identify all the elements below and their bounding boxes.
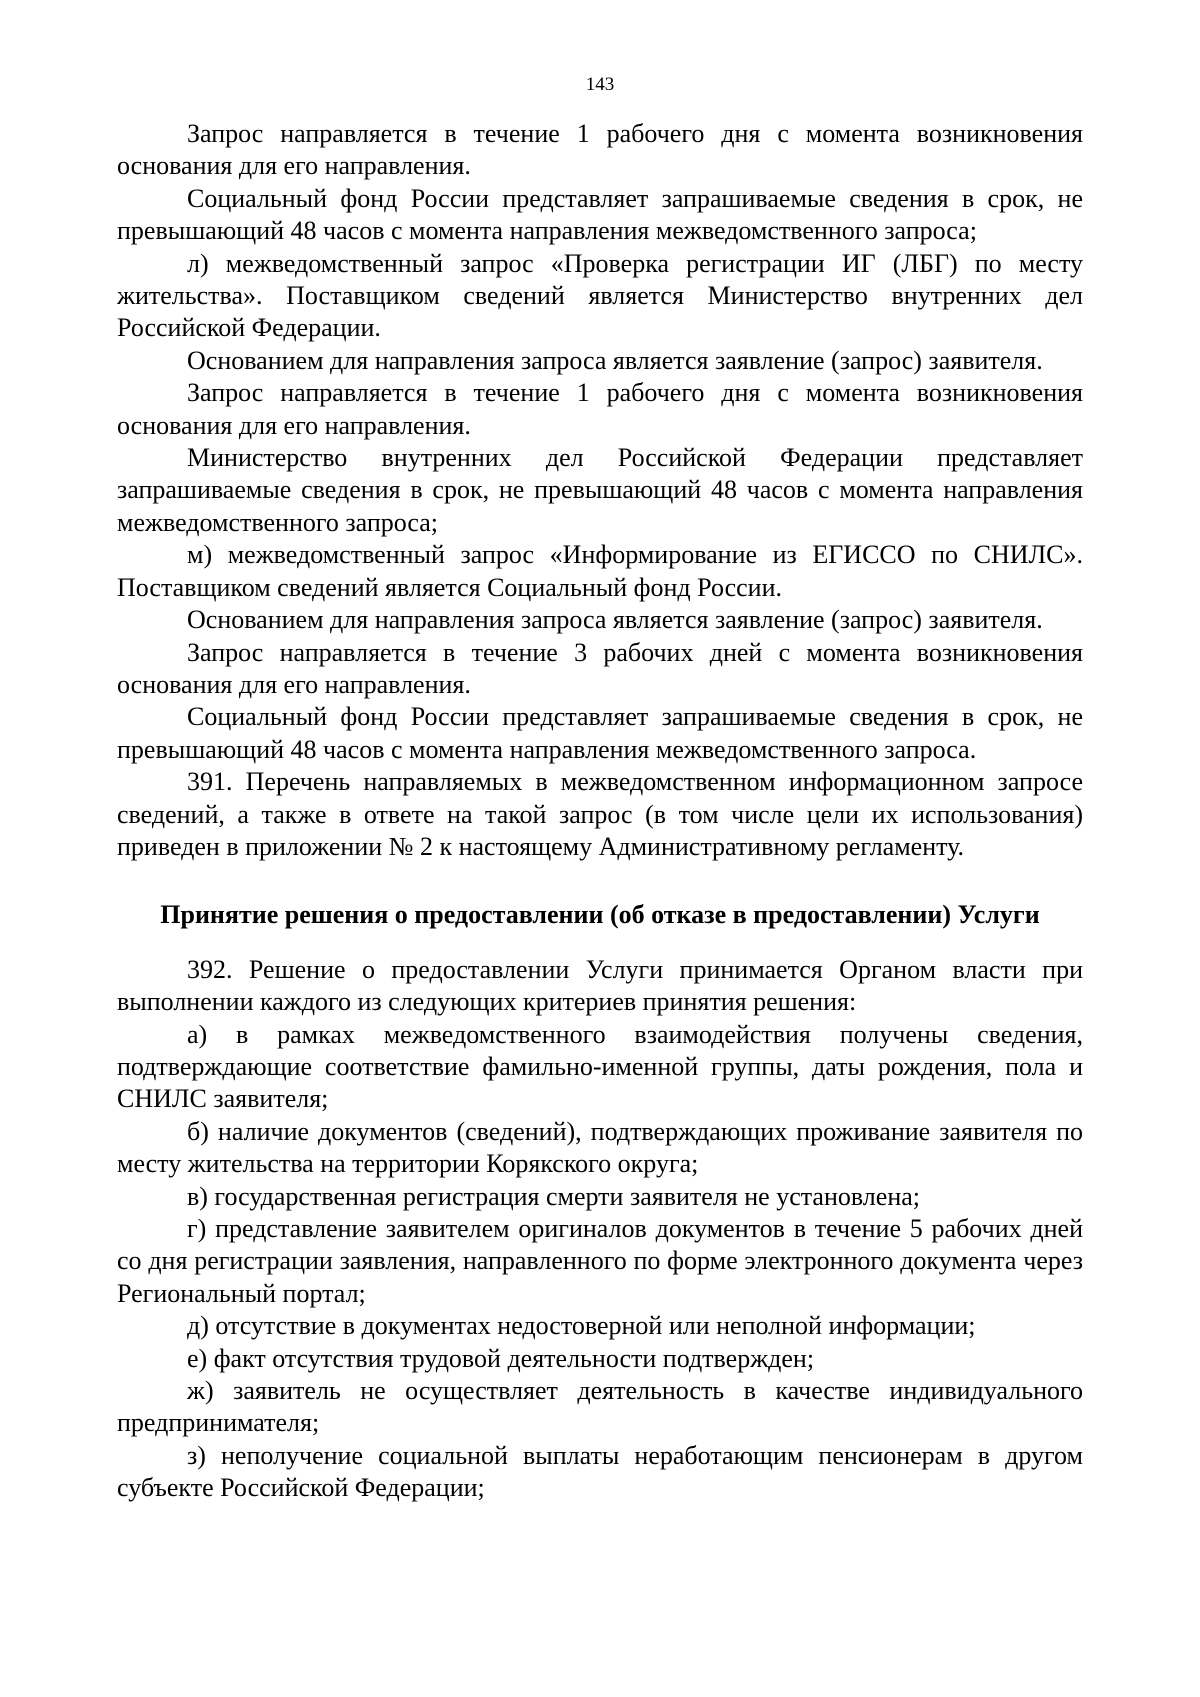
criterion-a: а) в рамках межведомственного взаимодействия получены сведения, подтверждающие соответствие фамильно-именной группы, даты рождения, пола и СНИЛС заявителя;	[117, 1019, 1083, 1114]
criterion-e: е) факт отсутствия трудовой деятельности подтвержден;	[187, 1343, 815, 1373]
section-heading: Принятие решения о предоставлении (об отказе в предоставлении) Услуги	[160, 900, 1040, 930]
criterion-zh: ж) заявитель не осуществляет деятельность в качестве индивидуального предпринимателя;	[117, 1376, 1083, 1438]
clause-391: 391. Перечень направляемых в межведомственном информационном запросе сведений, а также в ответе на такой запрос (в том числе цели их использования) приведен в приложении № 2 к настоящему Административному регламенту.	[117, 767, 1083, 861]
list-item-m: м) межведомственный запрос «Информирование из ЕГИССО по СНИЛС». Поставщиком сведений является Социальный фонд России.	[117, 540, 1083, 602]
paragraph: Основанием для направления запроса является заявление (запрос) заявителя.	[187, 605, 1043, 635]
paragraph: Министерство внутренних дел Российской Федерации представляет запрашиваемые сведения в срок, не превышающий 48 часов с момента направления межведомственного запроса;	[117, 443, 1083, 537]
paragraph: Запрос направляется в течение 1 рабочего дня с момента возникновения основания для его направления.	[117, 119, 1083, 181]
criterion-v: в) государственная регистрация смерти заявителя не установлена;	[187, 1181, 921, 1211]
criterion-g: г) представление заявителем оригиналов документов в течение 5 рабочих дней со дня регистрации заявления, направленного по форме электронного документа через Региональный портал;	[117, 1214, 1083, 1308]
paragraph: Социальный фонд России представляет запрашиваемые сведения в срок, не превышающий 48 часов с момента направления межведомственного запроса;	[117, 183, 1083, 246]
paragraph: Социальный фонд России представляет запрашиваемые сведения в срок, не превышающий 48 часов с момента направления межведомственного запроса.	[117, 702, 1083, 764]
criterion-b: б) наличие документов (сведений), подтверждающих проживание заявителя по месту жительства на территории Корякского округа;	[117, 1116, 1083, 1179]
paragraph: Основанием для направления запроса является заявление (запрос) заявителя.	[187, 345, 1043, 375]
page-number: 143	[585, 74, 615, 95]
list-item-l: л) межведомственный запрос «Проверка регистрации ИГ (ЛБГ) по месту жительства». Поставщиком сведений является Министерство внутренних дел Российской Федерации.	[117, 248, 1083, 343]
criterion-z: з) неполучение социальной выплаты неработающим пенсионерам в другом субъекте Российской Федерации;	[117, 1440, 1083, 1503]
paragraph: Запрос направляется в течение 1 рабочего дня с момента возникновения основания для его направления.	[117, 378, 1083, 440]
criterion-d: д) отсутствие в документах недостоверной или неполной информации;	[187, 1311, 976, 1341]
paragraph: Запрос направляется в течение 3 рабочих дней с момента возникновения основания для его направления.	[117, 637, 1083, 699]
clause-392: 392. Решение о предоставлении Услуги принимается Органом власти при выполнении каждого из следующих критериев принятия решения:	[117, 954, 1083, 1017]
document-body	[117, 118, 1083, 1505]
